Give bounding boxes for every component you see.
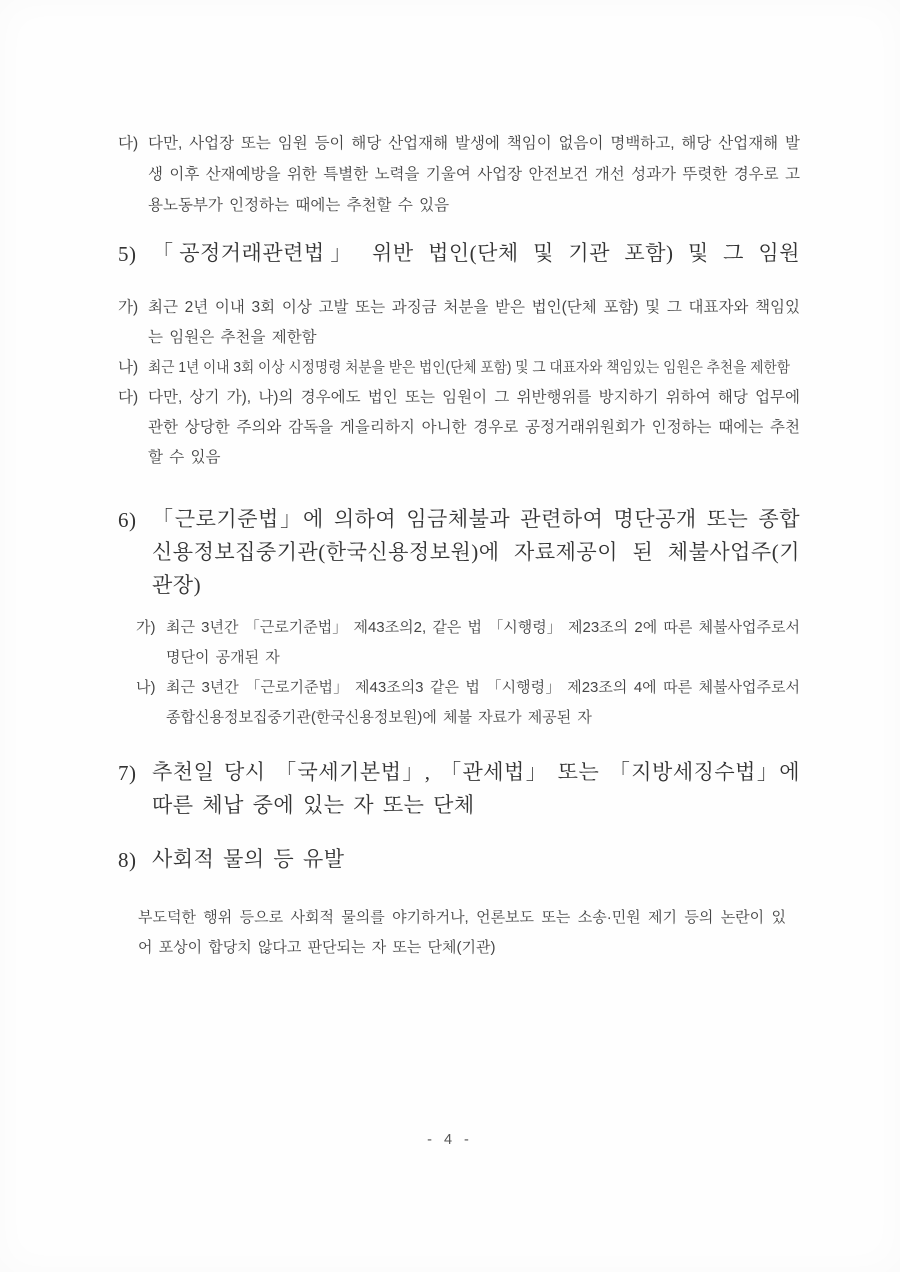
section-title: 「근로기준법」에 의하여 임금체불과 관련하여 명단공개 또는 종합신용정보집중기관(한국신용정보원)에 자료제공이 된 체불사업주(기관장) [152, 507, 800, 597]
list-item [136, 673, 800, 733]
section-number: 5) [118, 242, 137, 266]
list-item [118, 293, 800, 353]
page-number: - 4 - [427, 1132, 473, 1148]
body-text: 최근 3년간 「근로기준법」 제43조의2, 같은 법 「시행령」 제23조의 2에 따른 체불사업주로서 명단이 공개된 자 [166, 619, 800, 666]
body-text: 최근 2년 이내 3회 이상 고발 또는 과징금 처분을 받은 법인(단체 포함) 및 그 대표자와 책임있는 임원은 추천을 제한함 [148, 299, 800, 346]
list-item [118, 383, 800, 473]
section-title: 추천일 당시 「국세기본법」, 「관세법」 또는 「지방세징수법」에 따른 체납 중에 있는 자 또는 단체 [152, 760, 800, 817]
list-item [136, 613, 800, 673]
section-number: 6) [118, 508, 137, 532]
section-5-heading [118, 237, 800, 271]
section-7-heading [118, 756, 800, 822]
section-title: 사회적 물의 등 유발 [152, 847, 345, 871]
section-number: 7) [118, 761, 137, 785]
item-label: 다) [118, 389, 139, 406]
document-content [118, 128, 800, 963]
item-label: 가) [118, 299, 139, 316]
section-number: 8) [118, 848, 137, 872]
list-item [118, 353, 800, 383]
body-text: 최근 3년간 「근로기준법」 제43조의3 같은 법 「시행령」 제23조의 4에 따른 체불사업주로서 종합신용정보집중기관(한국신용정보원)에 체불 자료가 제공된 자 [166, 679, 800, 726]
body-text: 다만, 상기 가), 나)의 경우에도 법인 또는 임원이 그 위반행위를 방지하기 위하여 해당 업무에 관한 상당한 주의와 감독을 게을리하지 아니한 경우로 공정거래위원회가 인정하는 때에는 추천할 수 있음 [148, 389, 800, 466]
body-text: 다만, 사업장 또는 임원 등이 해당 산업재해 발생에 책임이 없음이 명백하고, 해당 산업재해 발생 이후 산재예방을 위한 특별한 노력을 기울여 사업장 안전보건 개선 성과가 뚜렷한 경우로 고용노동부가 인정하는 때에는 추천할 수 있음 [148, 135, 800, 214]
body-text: 최근 1년 이내 3회 이상 시정명령 처분을 받은 법인(단체 포함) 및 그 대표자와 책임있는 임원은 추천을 제한함 [148, 360, 790, 376]
item-label: 가) [136, 619, 156, 636]
section-6-items [136, 613, 800, 733]
item-label: 나) [136, 679, 156, 696]
section-title: 「공정거래관련법」 위반 법인(단체 및 기관 포함) 및 그 임원 [152, 241, 800, 265]
carryover-note-da [118, 128, 800, 221]
section-8-paragraph: 부도덕한 행위 등으로 사회적 물의를 야기하거나, 언론보도 또는 소송·민원 제기 등의 논란이 있어 포상이 합당치 않다고 판단되는 자 또는 단체(기관) [138, 909, 786, 956]
section-5-items [118, 293, 800, 473]
item-label: 나) [118, 359, 139, 376]
section-6-heading [118, 503, 800, 602]
item-label: 다) [118, 135, 139, 152]
section-8-heading [118, 843, 800, 877]
